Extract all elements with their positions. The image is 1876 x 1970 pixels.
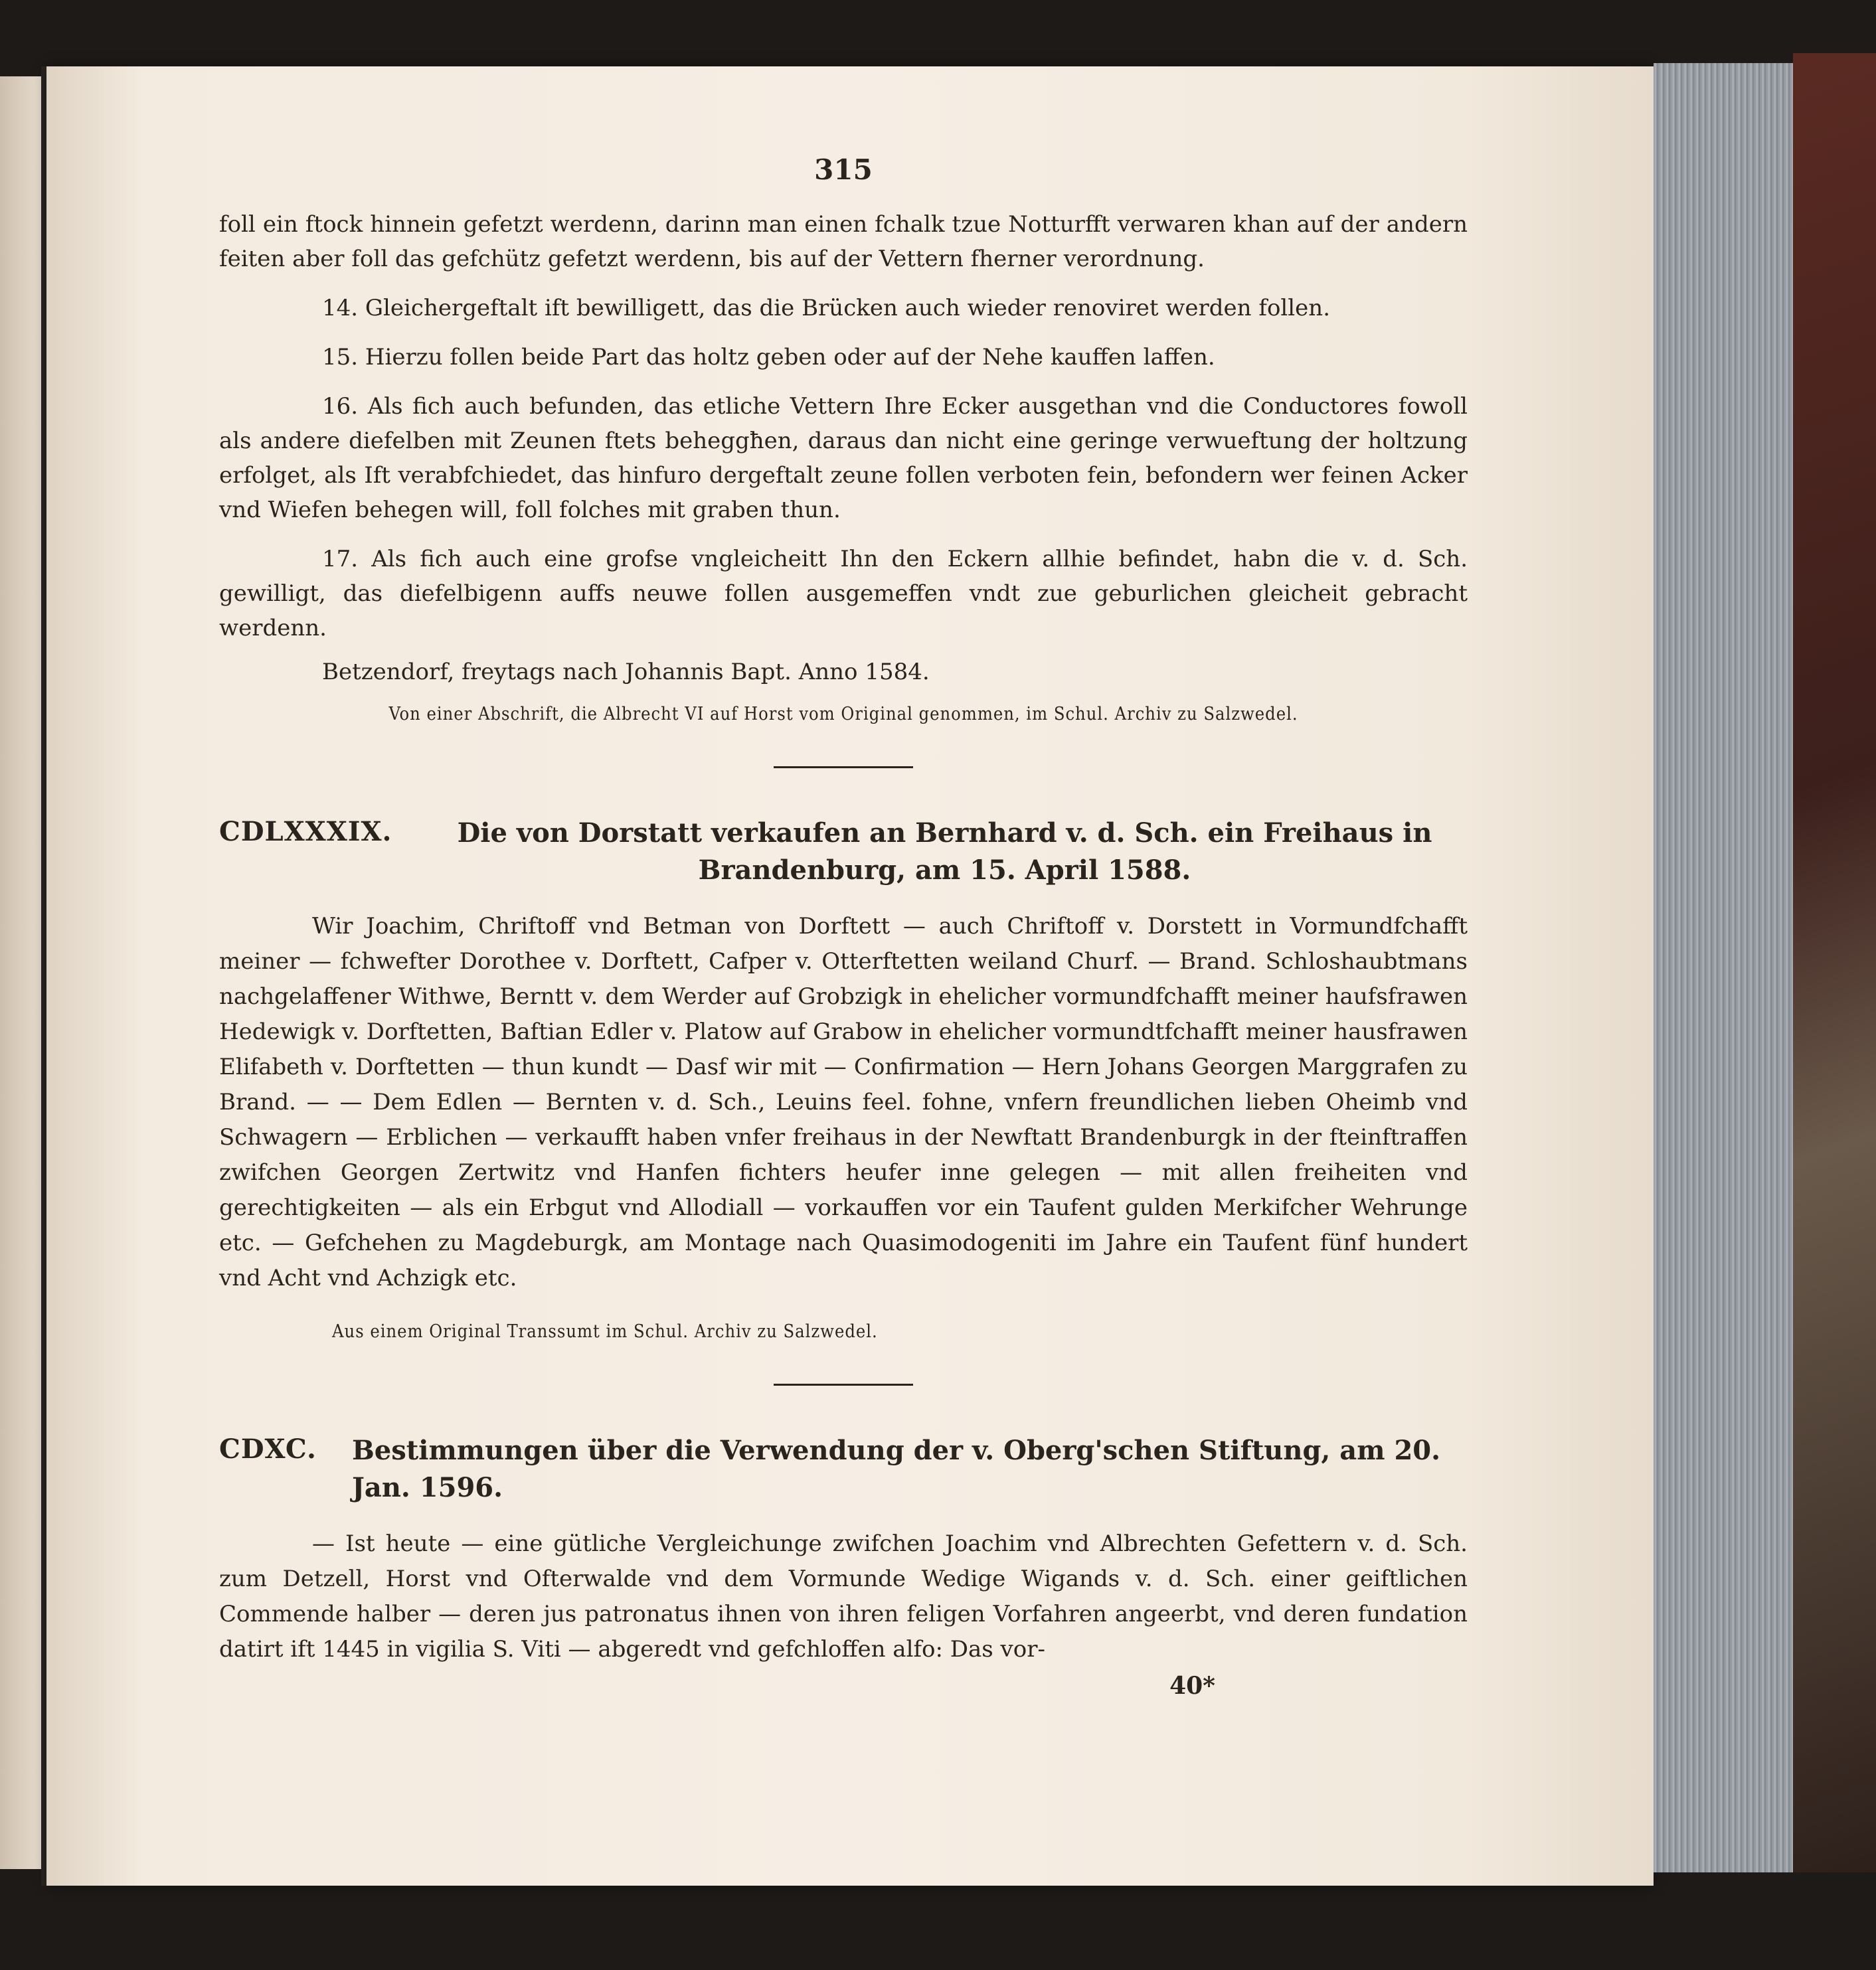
continuation-paragraph: foll ein ftock hinnein gefetzt werdenn, darinn man einen fchalk tzue Notturfft verwaren khan auf der andern feiten aber foll das gefchütz gefetzt werdenn, bis auf der Vettern fherner verordnung. bbox=[219, 211, 1468, 272]
source-note: Von einer Abschrift, die Albrecht VI auf Horst vom Original genommen, im Schul. Archiv zu Salzwedel. bbox=[388, 704, 1298, 724]
item-17: 17. Als fich auch eine grofse vngleicheitt Ihn den Eckern allhie befindet, habn die v. d. Sch. gewilligt, das diefelbigenn auffs neuwe follen ausgemeffen vndt zue geburlichen gleicheit gebracht werdenn. bbox=[219, 546, 1468, 641]
place-date: Betzendorf, freytags nach Johannis Bapt. Anno 1584. bbox=[322, 659, 930, 685]
book-cover-board bbox=[1793, 53, 1876, 1872]
item-16: 16. Als fich auch befunden, das etliche Vettern Ihre Ecker ausgethan vnd die Conductores fowoll als andere diefelben mit Zeunen ftets beheggħen, daraus dan nicht eine geringe verwueftung der holtzung erfolget, als Ift verabfchiedet, das hinfuro dergeftalt zeune follen verboten fein, befondern wer feinen Acker vnd Wiefen behegen will, foll folches mit graben thun. bbox=[219, 393, 1468, 523]
binding-gutter bbox=[41, 66, 46, 1886]
page-block-edges bbox=[1654, 63, 1793, 1872]
document-heading-490 bbox=[219, 1432, 1468, 1507]
document-heading-489 bbox=[219, 815, 1468, 889]
document-title: Bestimmungen über die Verwendung der v. Oberg'schen Stiftung, am 20. Jan. 1596. bbox=[352, 1435, 1441, 1503]
left-page-edge bbox=[0, 76, 41, 1869]
document-body-490: — Ist heute — eine gütliche Vergleichunge zwifchen Joachim vnd Albrechten Gefettern v. d. Sch. zum Detzell, Horst vnd Ofterwalde vnd dem Vormunde Wedige Wigands v. d. Sch. einer geiftlichen Commende halber — deren jus patronatus ihnen von ihren feligen Vorfahren angeerbt, vnd deren fundation datirt ift 1445 in vigilia S. Viti — abgeredt vnd gefchloffen alfo: Das vor- bbox=[219, 1530, 1468, 1663]
section-divider bbox=[774, 1384, 913, 1386]
signature-mark: 40* bbox=[1169, 1672, 1215, 1700]
document-number: CDLXXXIX. bbox=[219, 816, 392, 847]
page-text bbox=[219, 153, 1468, 1703]
source-note-489: Aus einem Original Transsumt im Schul. Archiv zu Salzwedel. bbox=[332, 1321, 878, 1342]
document-body-489: Wir Joachim, Chriftoff vnd Betman von Dorftett — auch Chriftoff v. Dorstett in Vormundfchafft meiner — fchwefter Dorothee v. Dorftett, Cafper v. Otterftetten weiland Churf. — Brand. Schloshaubtmans nachgelaffener Withwe, Berntt v. dem Werder auf Grobzigk in ehelicher vormundfchafft meiner haufsfrawen Hedewigk v. Dorftetten, Baftian Edler v. Platow auf Grabow in ehelicher vormundtfchafft meiner hausfrawen Elifabeth v. Dorftetten — thun kundt — Dasf wir mit — Confirmation — Hern Johans Georgen Marggrafen zu Brand. — — Dem Edlen — Bernten v. d. Sch., Leuins feel. fohne, vnfern freundlichen lieben Oheimb vnd Schwagern — Erblichen — verkaufft haben vnfer freihaus in der Newftatt Brandenburgk in der fteinftraffen zwifchen Georgen Zertwitz vnd Hanfen fichters heufer inne gelegen — mit allen freiheiten vnd gerechtigkeiten — als ein Erbgut vnd Allodiall — vorkauffen vor ein Taufent gulden Merkifcher Wehrunge etc. — Gefchehen zu Magdeburgk, am Montage nach Quasimodogeniti im Jahre ein Taufent fünf hundert vnd Acht vnd Achzigk etc. bbox=[219, 913, 1468, 1291]
document-title: Die von Dorstatt verkaufen an Bernhard v. d. Sch. ein Freihaus in Brandenburg, am 15. April 1588. bbox=[457, 817, 1432, 886]
item-15: 15. Hierzu follen beide Part das holtz geben oder auf der Nehe kauffen laffen. bbox=[322, 344, 1215, 370]
page-number: 315 bbox=[814, 153, 873, 186]
document-number: CDXC. bbox=[219, 1434, 317, 1465]
item-14: 14. Gleichergeftalt ift bewilligett, das die Brücken auch wieder renoviret werden follen. bbox=[322, 295, 1330, 321]
section-divider bbox=[774, 766, 913, 768]
